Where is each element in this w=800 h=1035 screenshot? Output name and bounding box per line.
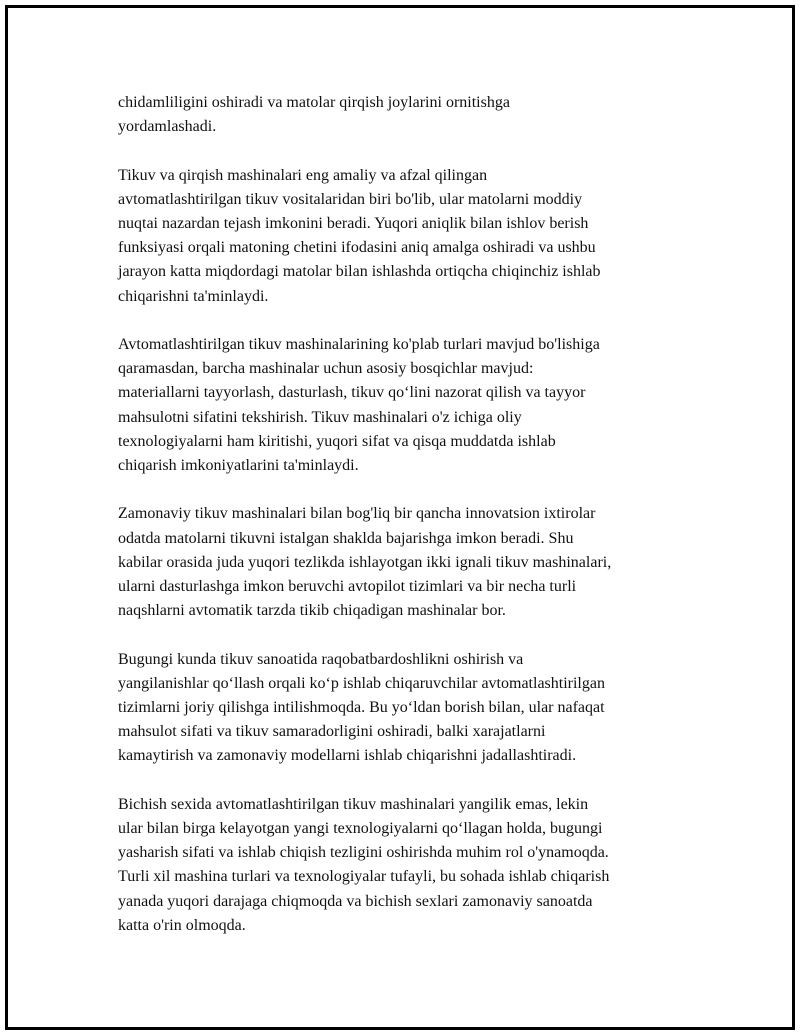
paragraph-3: Avtomatlashtirilgan tikuv mashinalarining ko'plab turlari mavjud bo'lishiga qaramasdan, barcha mashinalar uchun asosiy bosqichlar mavjud: materiallarni tayyorlash, dasturlash, tikuv qo‘lini nazorat qilish va tayyor mahsulotni sifatini tekshirish. Tikuv mashinalari o'z ichiga oliy texnologiyalarni ham kiritishi, yuqori sifat va qisqa muddatda ishlab chiqarish imkoniyatlarini ta'minlaydi. — [118, 336, 600, 475]
paragraph-5: Bugungi kunda tikuv sanoatida raqobatbardoshlikni oshirish va yangilanishlar qo‘llash orqali ko‘p ishlab chiqaruvchilar avtomatlashtirilgan tizimlarni joriy qilishga intilishmoqda. Bu yo‘ldan borish bilan, ular nafaqat mahsulot sifati va tikuv samaradorligini oshiradi, balki xarajatlarni kamaytirish va zamonaviy modellarni ishlab chiqarishni jadallashtiradi. — [118, 650, 605, 765]
paragraph-6: Bichish sexida avtomatlashtirilgan tikuv mashinalari yangilik emas, lekin ular bilan birga kelayotgan yangi texnologiyalarni qo‘llagan holda, bugungi yasharish sifati va ishlab chiqish tezligini oshirishda muhim rol o'ynamoqda. Turli xil mashina turlari va texnologiyalar tufayli, bu sohada ishlab chiqarish yanada yuqori darajaga chiqmoqda va bichish sexlari zamonaviy sanoatda katta o'rin olmoqda. — [118, 795, 610, 934]
paragraph-1: chidamliligini oshiradi va matolar qirqish joylarini ornitishga yordamlashadi. — [118, 94, 510, 136]
document-body — [118, 91, 698, 962]
paragraph-2: Tikuv va qirqish mashinalari eng amaliy va afzal qilingan avtomatlashtirilgan tikuv vositalaridan biri bo'lib, ular matolarni moddiy nuqtai nazardan tejash imkonini beradi. Yuqori aniqlik bilan ishlov berish funksiyasi orqali matoning chetini ifodasini aniq amalga oshiradi va ushbu jarayon katta miqdordagi matolar bilan ishlashda ortiqcha chiqinchiz ishlab chiqarishni ta'minlaydi. — [118, 166, 601, 305]
paragraph-4: Zamonaviy tikuv mashinalari bilan bog'liq bir qancha innovatsion ixtirolar odatda matolarni tikuvni istalgan shaklda bajarishga imkon beradi. Shu kabilar orasida juda yuqori tezlikda ishlayotgan ikki ignali tikuv mashinalari, ularni dasturlashga imkon beruvchi avtopilot tizimlari va bir necha turli naqshlarni avtomatik tarzda tikib chiqadigan mashinalar bor. — [118, 505, 612, 620]
